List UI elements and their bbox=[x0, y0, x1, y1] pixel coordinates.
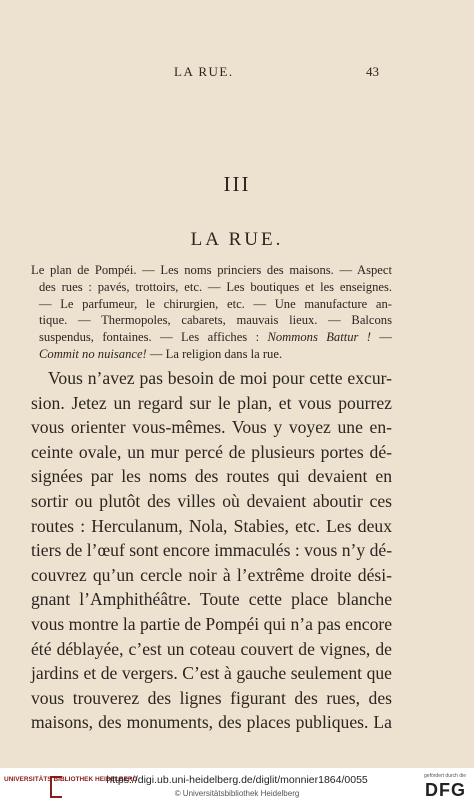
running-head-title: LA RUE. bbox=[174, 64, 234, 79]
body-text bbox=[31, 366, 392, 735]
page-number: 43 bbox=[366, 64, 379, 79]
body-line: Vous n’avez pas besoin de moi pour cette excur- bbox=[48, 368, 392, 388]
summary-line: suspendus, fontaines. — Les affiches : Nommons Battur ! — bbox=[39, 330, 392, 345]
body-line: couvrez qu’un cercle noir à l’extrême droite dési- bbox=[31, 564, 392, 585]
body-line: gnant l’Amphithéâtre. Toute cette place blanche bbox=[31, 589, 392, 610]
body-line: routes : Herculanum, Nola, Stabies, etc. Les deux bbox=[31, 515, 392, 536]
summary-line: — Le parfumeur, le chirurgien, etc. — Une manufacture an- bbox=[39, 296, 392, 311]
body-line: ceinte ovale, un mur percé de plusieurs portes dé- bbox=[31, 441, 392, 462]
body-line: sion. Jetez un regard sur le plan, et vous pourrez bbox=[31, 392, 392, 413]
body-line: sortir ou plutôt des villes où devaient aboutir ces bbox=[31, 490, 392, 511]
body-line: tiers de l’œuf sont encore immaculés : vous n’y dé- bbox=[31, 540, 393, 561]
body-line: jardins et de vergers. C’est à gauche seulement que bbox=[31, 663, 392, 684]
university-library-logo: UNIVERSITÄTS BIBLIOTHEK HEIDELBERG bbox=[4, 776, 138, 783]
dfg-logo: DFG bbox=[425, 780, 466, 800]
running-head bbox=[0, 64, 474, 80]
chapter-title: LA RUE. bbox=[190, 229, 284, 250]
copyright-notice: © Universitätsbibliothek Heidelberg bbox=[174, 789, 300, 798]
chapter-number: III bbox=[223, 172, 251, 196]
summary-line: Commit no nuisance! — La religion dans la rue. bbox=[39, 346, 283, 361]
body-line: vous trouverez des lignes figurant des rues, des bbox=[31, 687, 392, 708]
body-line: vous montre la partie de Pompéi qui n’a pas encore bbox=[31, 613, 393, 634]
chapter-summary bbox=[31, 262, 392, 363]
body-line: vous orienter vous-mêmes. Vous y voyez une en- bbox=[31, 417, 392, 438]
summary-line: des rues : pavés, trottoirs, etc. — Les boutiques et les enseignes. bbox=[39, 279, 392, 294]
viewer-footer bbox=[0, 768, 474, 806]
body-line: signées par les noms des routes qui devaient en bbox=[31, 466, 392, 487]
body-line: été déblayée, c’est un coteau couvert de vignes, de bbox=[31, 638, 392, 659]
summary-line: tique. — Thermopoles, cabarets, mauvais lieux. — Balcons bbox=[39, 313, 392, 328]
funded-by-label: gefördert durch die bbox=[424, 773, 466, 779]
body-line: maisons, des monuments, des places publiques. La bbox=[31, 712, 392, 733]
summary-line: Le plan de Pompéi. — Les noms princiers des maisons. — Aspect bbox=[31, 263, 392, 277]
permalink[interactable]: https://digi.ub.uni-heidelberg.de/diglit/monnier1864/0055 bbox=[106, 774, 368, 786]
